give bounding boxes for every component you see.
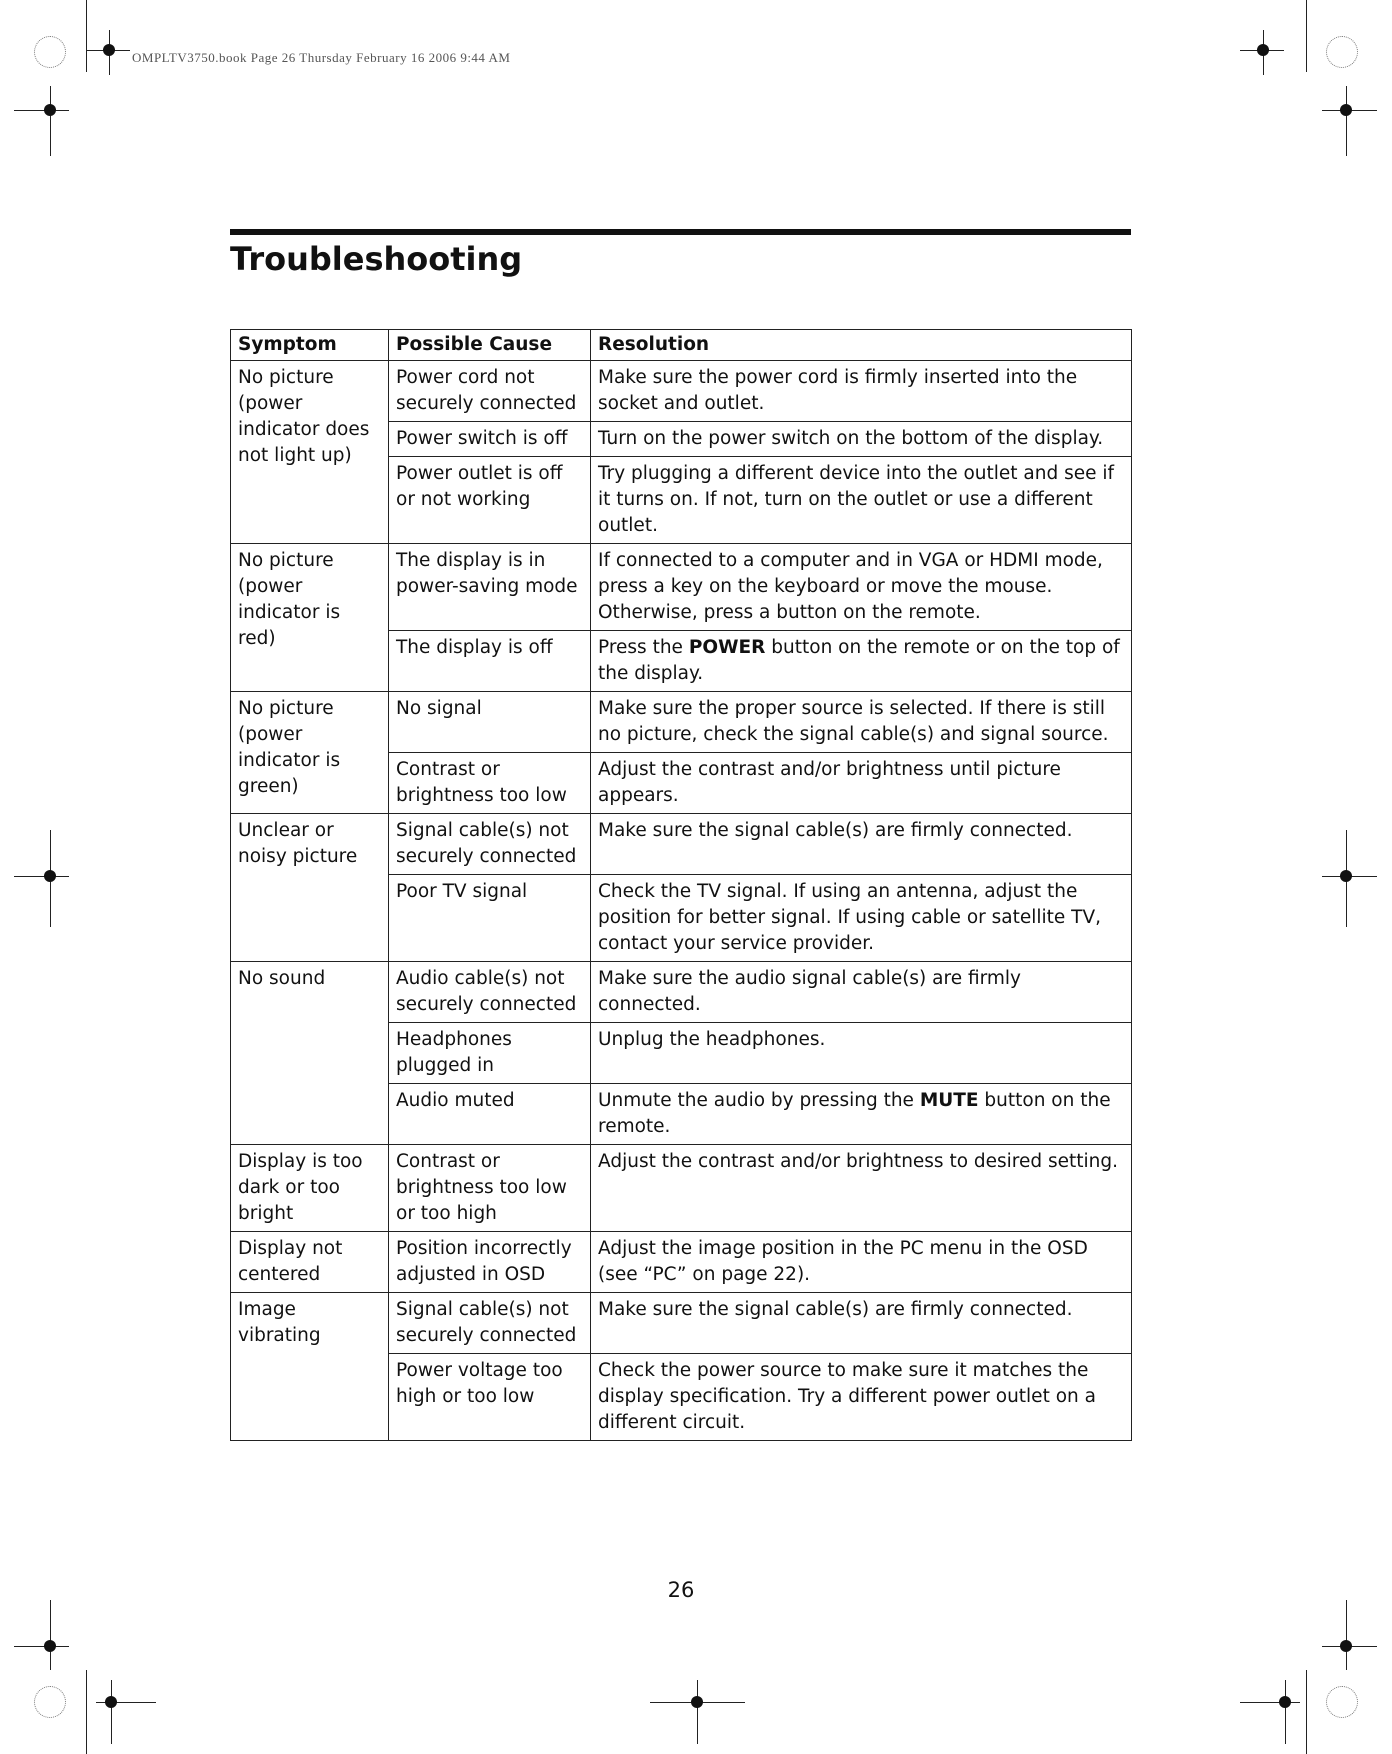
table-row: [231, 814, 1132, 875]
resolution-cell: Make sure the signal cable(s) are firmly connected.: [591, 814, 1132, 875]
symptom-cell: Display not centered: [231, 1232, 389, 1293]
cause-cell: Audio muted: [389, 1084, 591, 1145]
registration-target-bottom-right: [1326, 1686, 1358, 1718]
resolution-cell: If connected to a computer and in VGA or HDMI mode, press a key on the keyboard or move the mouse. Otherwise, press a button on the remote.: [591, 544, 1132, 631]
symptom-cell: Unclear or noisy picture: [231, 814, 389, 962]
cause-cell: Power switch is off: [389, 422, 591, 457]
cause-cell: No signal: [389, 692, 591, 753]
resolution-cell: Adjust the contrast and/or brightness until picture appears.: [591, 753, 1132, 814]
resolution-cell: Make sure the power cord is firmly inserted into the socket and outlet.: [591, 361, 1132, 422]
column-header-symptom: Symptom: [231, 330, 389, 361]
power-button-label: POWER: [688, 637, 766, 658]
cause-cell: Signal cable(s) not securely connected: [389, 814, 591, 875]
table-row: [231, 1232, 1132, 1293]
symptom-cell: Image vibrating: [231, 1293, 389, 1441]
table-row: [231, 544, 1132, 631]
resolution-text: Press the: [598, 637, 689, 658]
resolution-text: button on the remote or on the top of the display.: [598, 637, 1120, 684]
cause-cell: Poor TV signal: [389, 875, 591, 962]
crop-line-top-left: [86, 0, 87, 72]
resolution-text: button on the remote.: [598, 1090, 1111, 1137]
symptom-cell: No sound: [231, 962, 389, 1145]
cause-cell: Power cord not securely connected: [389, 361, 591, 422]
symptom-cell: Display is too dark or too bright: [231, 1145, 389, 1232]
table-row: [231, 962, 1132, 1023]
resolution-text: Unmute the audio by pressing the: [598, 1090, 920, 1111]
cause-cell: The display is in power-saving mode: [389, 544, 591, 631]
cause-cell: Headphones plugged in: [389, 1023, 591, 1084]
cause-cell: The display is off: [389, 631, 591, 692]
registration-target-bottom-left: [34, 1686, 66, 1718]
registration-target-top-right: [1326, 36, 1358, 68]
mute-button-label: MUTE: [919, 1090, 979, 1111]
cause-cell: Power voltage too high or too low: [389, 1354, 591, 1441]
resolution-cell: Turn on the power switch on the bottom of the display.: [591, 422, 1132, 457]
column-header-cause: Possible Cause: [389, 330, 591, 361]
resolution-cell: Check the power source to make sure it matches the display specification. Try a different power outlet on a different circuit.: [591, 1354, 1132, 1441]
resolution-cell: [591, 1084, 1132, 1145]
cause-cell: Contrast or brightness too low or too high: [389, 1145, 591, 1232]
resolution-cell: Try plugging a different device into the outlet and see if it turns on. If not, turn on the outlet or use a different outlet.: [591, 457, 1132, 544]
symptom-cell: No picture (power indicator does not light up): [231, 361, 389, 544]
title-rule: [230, 229, 1131, 235]
cause-cell: Power outlet is off or not working: [389, 457, 591, 544]
resolution-cell: Make sure the proper source is selected. If there is still no picture, check the signal cable(s) and signal source.: [591, 692, 1132, 753]
crop-line-top-right: [1306, 0, 1307, 72]
resolution-cell: [591, 631, 1132, 692]
cause-cell: Signal cable(s) not securely connected: [389, 1293, 591, 1354]
symptom-cell: No picture (power indicator is green): [231, 692, 389, 814]
crop-line-bottom-right: [1306, 1670, 1307, 1754]
resolution-cell: Adjust the image position in the PC menu in the OSD (see “PC” on page 22).: [591, 1232, 1132, 1293]
table-header-row: [231, 330, 1132, 361]
table-row: [231, 361, 1132, 422]
page-title: Troubleshooting: [230, 240, 523, 278]
resolution-cell: Make sure the audio signal cable(s) are firmly connected.: [591, 962, 1132, 1023]
troubleshooting-table: [230, 329, 1132, 1441]
table-row: [231, 692, 1132, 753]
cause-cell: Contrast or brightness too low: [389, 753, 591, 814]
table-row: [231, 1293, 1132, 1354]
table-row: [231, 1145, 1132, 1232]
crop-line-bottom-left: [86, 1670, 87, 1754]
print-header: OMPLTV3750.book Page 26 Thursday February 16 2006 9:44 AM: [132, 50, 511, 65]
resolution-cell: Unplug the headphones.: [591, 1023, 1132, 1084]
column-header-resolution: Resolution: [591, 330, 1132, 361]
page-number: 26: [667, 1578, 695, 1602]
resolution-cell: Adjust the contrast and/or brightness to desired setting.: [591, 1145, 1132, 1232]
registration-target-top-left: [34, 36, 66, 68]
cause-cell: Audio cable(s) not securely connected: [389, 962, 591, 1023]
resolution-cell: Check the TV signal. If using an antenna, adjust the position for better signal. If using cable or satellite TV, contact your service provider.: [591, 875, 1132, 962]
cause-cell: Position incorrectly adjusted in OSD: [389, 1232, 591, 1293]
resolution-cell: Make sure the signal cable(s) are firmly connected.: [591, 1293, 1132, 1354]
symptom-cell: No picture (power indicator is red): [231, 544, 389, 692]
